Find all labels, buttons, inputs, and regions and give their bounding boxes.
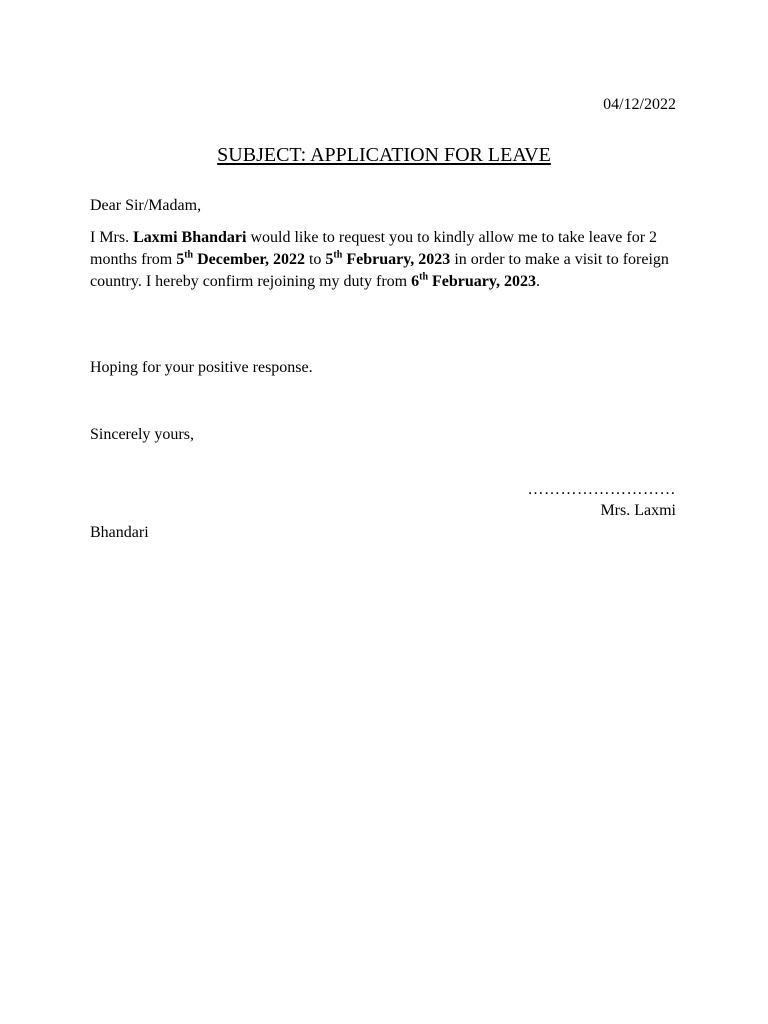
letter-subject: SUBJECT: APPLICATION FOR LEAVE xyxy=(217,144,551,166)
signature-surname: Bhandari xyxy=(90,524,149,541)
body-text: . xyxy=(536,273,541,290)
body-text: I Mrs. xyxy=(90,229,134,246)
letter-salutation: Dear Sir/Madam, xyxy=(90,197,202,214)
date-day: 6 xyxy=(411,273,420,290)
date-month-year: February, 2023 xyxy=(428,273,537,290)
date-day: 5 xyxy=(325,251,334,268)
rejoin-date xyxy=(411,273,536,290)
letter-date: 04/12/2022 xyxy=(603,96,676,113)
signature-name: Mrs. Laxmi xyxy=(600,502,676,519)
date-month-year: February, 2023 xyxy=(342,251,451,268)
body-text: in order to make a visit to foreign country. I hereby confirm rejoining my duty from xyxy=(90,251,669,290)
date-ordinal: th xyxy=(333,249,343,261)
date-ordinal: th xyxy=(184,249,194,261)
letter-hoping: Hoping for your positive response. xyxy=(90,359,313,376)
leave-start-date xyxy=(176,251,305,268)
date-day: 5 xyxy=(176,251,185,268)
applicant-name: Laxmi Bhandari xyxy=(133,229,247,246)
body-text: would like to request you to kindly allow me to take leave for 2 months from xyxy=(90,229,658,268)
body-text: to xyxy=(304,251,326,268)
date-ordinal: th xyxy=(419,271,429,283)
letter-body xyxy=(90,227,682,293)
signature-line: ……………………… xyxy=(527,481,676,498)
leave-end-date xyxy=(325,251,450,268)
date-month-year: December, 2022 xyxy=(193,251,305,268)
letter-closing: Sincerely yours, xyxy=(90,426,194,443)
